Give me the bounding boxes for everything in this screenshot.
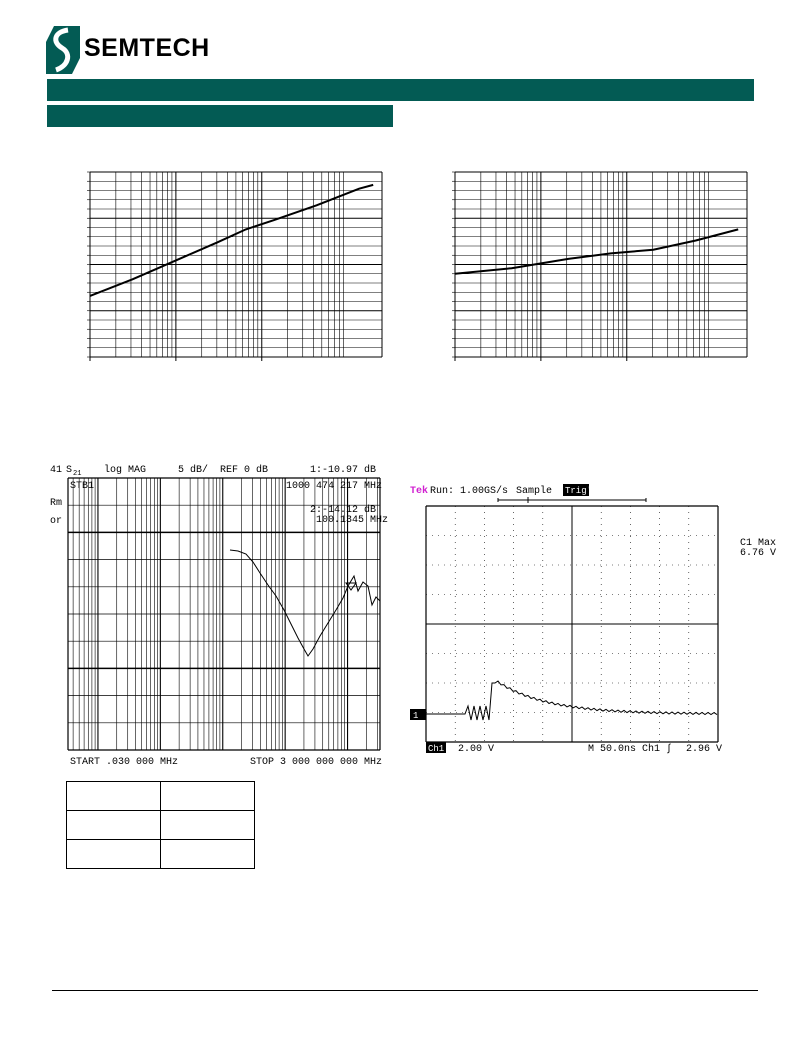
osc-trig-level: 2.96 V bbox=[686, 744, 723, 755]
osc-trigd: Trig'd bbox=[565, 486, 598, 496]
header-bar bbox=[47, 79, 754, 101]
na-start-box: STB1 bbox=[70, 481, 95, 492]
table-row bbox=[67, 840, 255, 869]
table-cell bbox=[67, 840, 161, 869]
chart-top-left bbox=[30, 150, 400, 375]
section-bar bbox=[47, 105, 393, 127]
table-cell bbox=[161, 811, 255, 840]
na-marker1: 1:-10.97 dB bbox=[310, 465, 377, 476]
na-channel: 41 bbox=[50, 465, 63, 476]
na-s: S bbox=[66, 465, 73, 476]
semtech-logo bbox=[46, 22, 286, 78]
table-cell bbox=[161, 840, 255, 869]
table-row bbox=[67, 811, 255, 840]
chart-top-right bbox=[395, 150, 765, 375]
na-format: log MAG bbox=[104, 465, 147, 476]
osc-tek: Tek bbox=[410, 486, 429, 497]
osc-c1max-value: 6.76 V bbox=[740, 548, 777, 559]
na-freq2: 100.1345 MHz bbox=[316, 515, 388, 526]
osc-record-bar bbox=[498, 497, 646, 503]
na-side-rm: Rm bbox=[50, 498, 63, 509]
table-row bbox=[67, 782, 255, 811]
na-freq1: 1000 474 217 MHz bbox=[286, 481, 383, 492]
semtech-logo-mark bbox=[46, 24, 80, 76]
table-cell bbox=[67, 811, 161, 840]
osc-ch1-box: Ch1 bbox=[428, 744, 445, 754]
na-scale: 5 dB/ bbox=[178, 465, 209, 476]
osc-run: Run: 1.00GS/s bbox=[430, 486, 509, 497]
table-cell bbox=[161, 782, 255, 811]
spec-table bbox=[66, 781, 255, 869]
osc-ch1-scale: 2.00 V bbox=[458, 744, 495, 755]
footer-rule bbox=[52, 990, 758, 991]
brand-name: SEMTECH bbox=[84, 34, 210, 62]
oscilloscope-plot bbox=[408, 478, 778, 758]
table-cell bbox=[67, 782, 161, 811]
network-analyzer-plot bbox=[48, 458, 388, 770]
na-start: START .030 000 MHz bbox=[70, 757, 179, 768]
na-marker2: 2:-14.12 dB bbox=[310, 505, 377, 516]
na-s-sub: 21 bbox=[73, 470, 82, 478]
na-side-or: or bbox=[50, 516, 63, 527]
osc-timebase: M 50.0ns Ch1 ∫ bbox=[588, 744, 673, 755]
chart-top-right-grid bbox=[452, 172, 747, 361]
na-ref: REF 0 dB bbox=[220, 465, 269, 476]
chart-top-left-grid bbox=[87, 172, 382, 361]
osc-ch1-marker: 1 bbox=[413, 711, 419, 721]
chart-top-left-line bbox=[90, 185, 373, 296]
osc-sample: Sample bbox=[516, 486, 553, 497]
na-stop: STOP 3 000 000 000 MHz bbox=[250, 757, 383, 768]
osc-c1max-label: C1 Max bbox=[740, 538, 777, 549]
chart-top-right-line bbox=[455, 229, 738, 273]
